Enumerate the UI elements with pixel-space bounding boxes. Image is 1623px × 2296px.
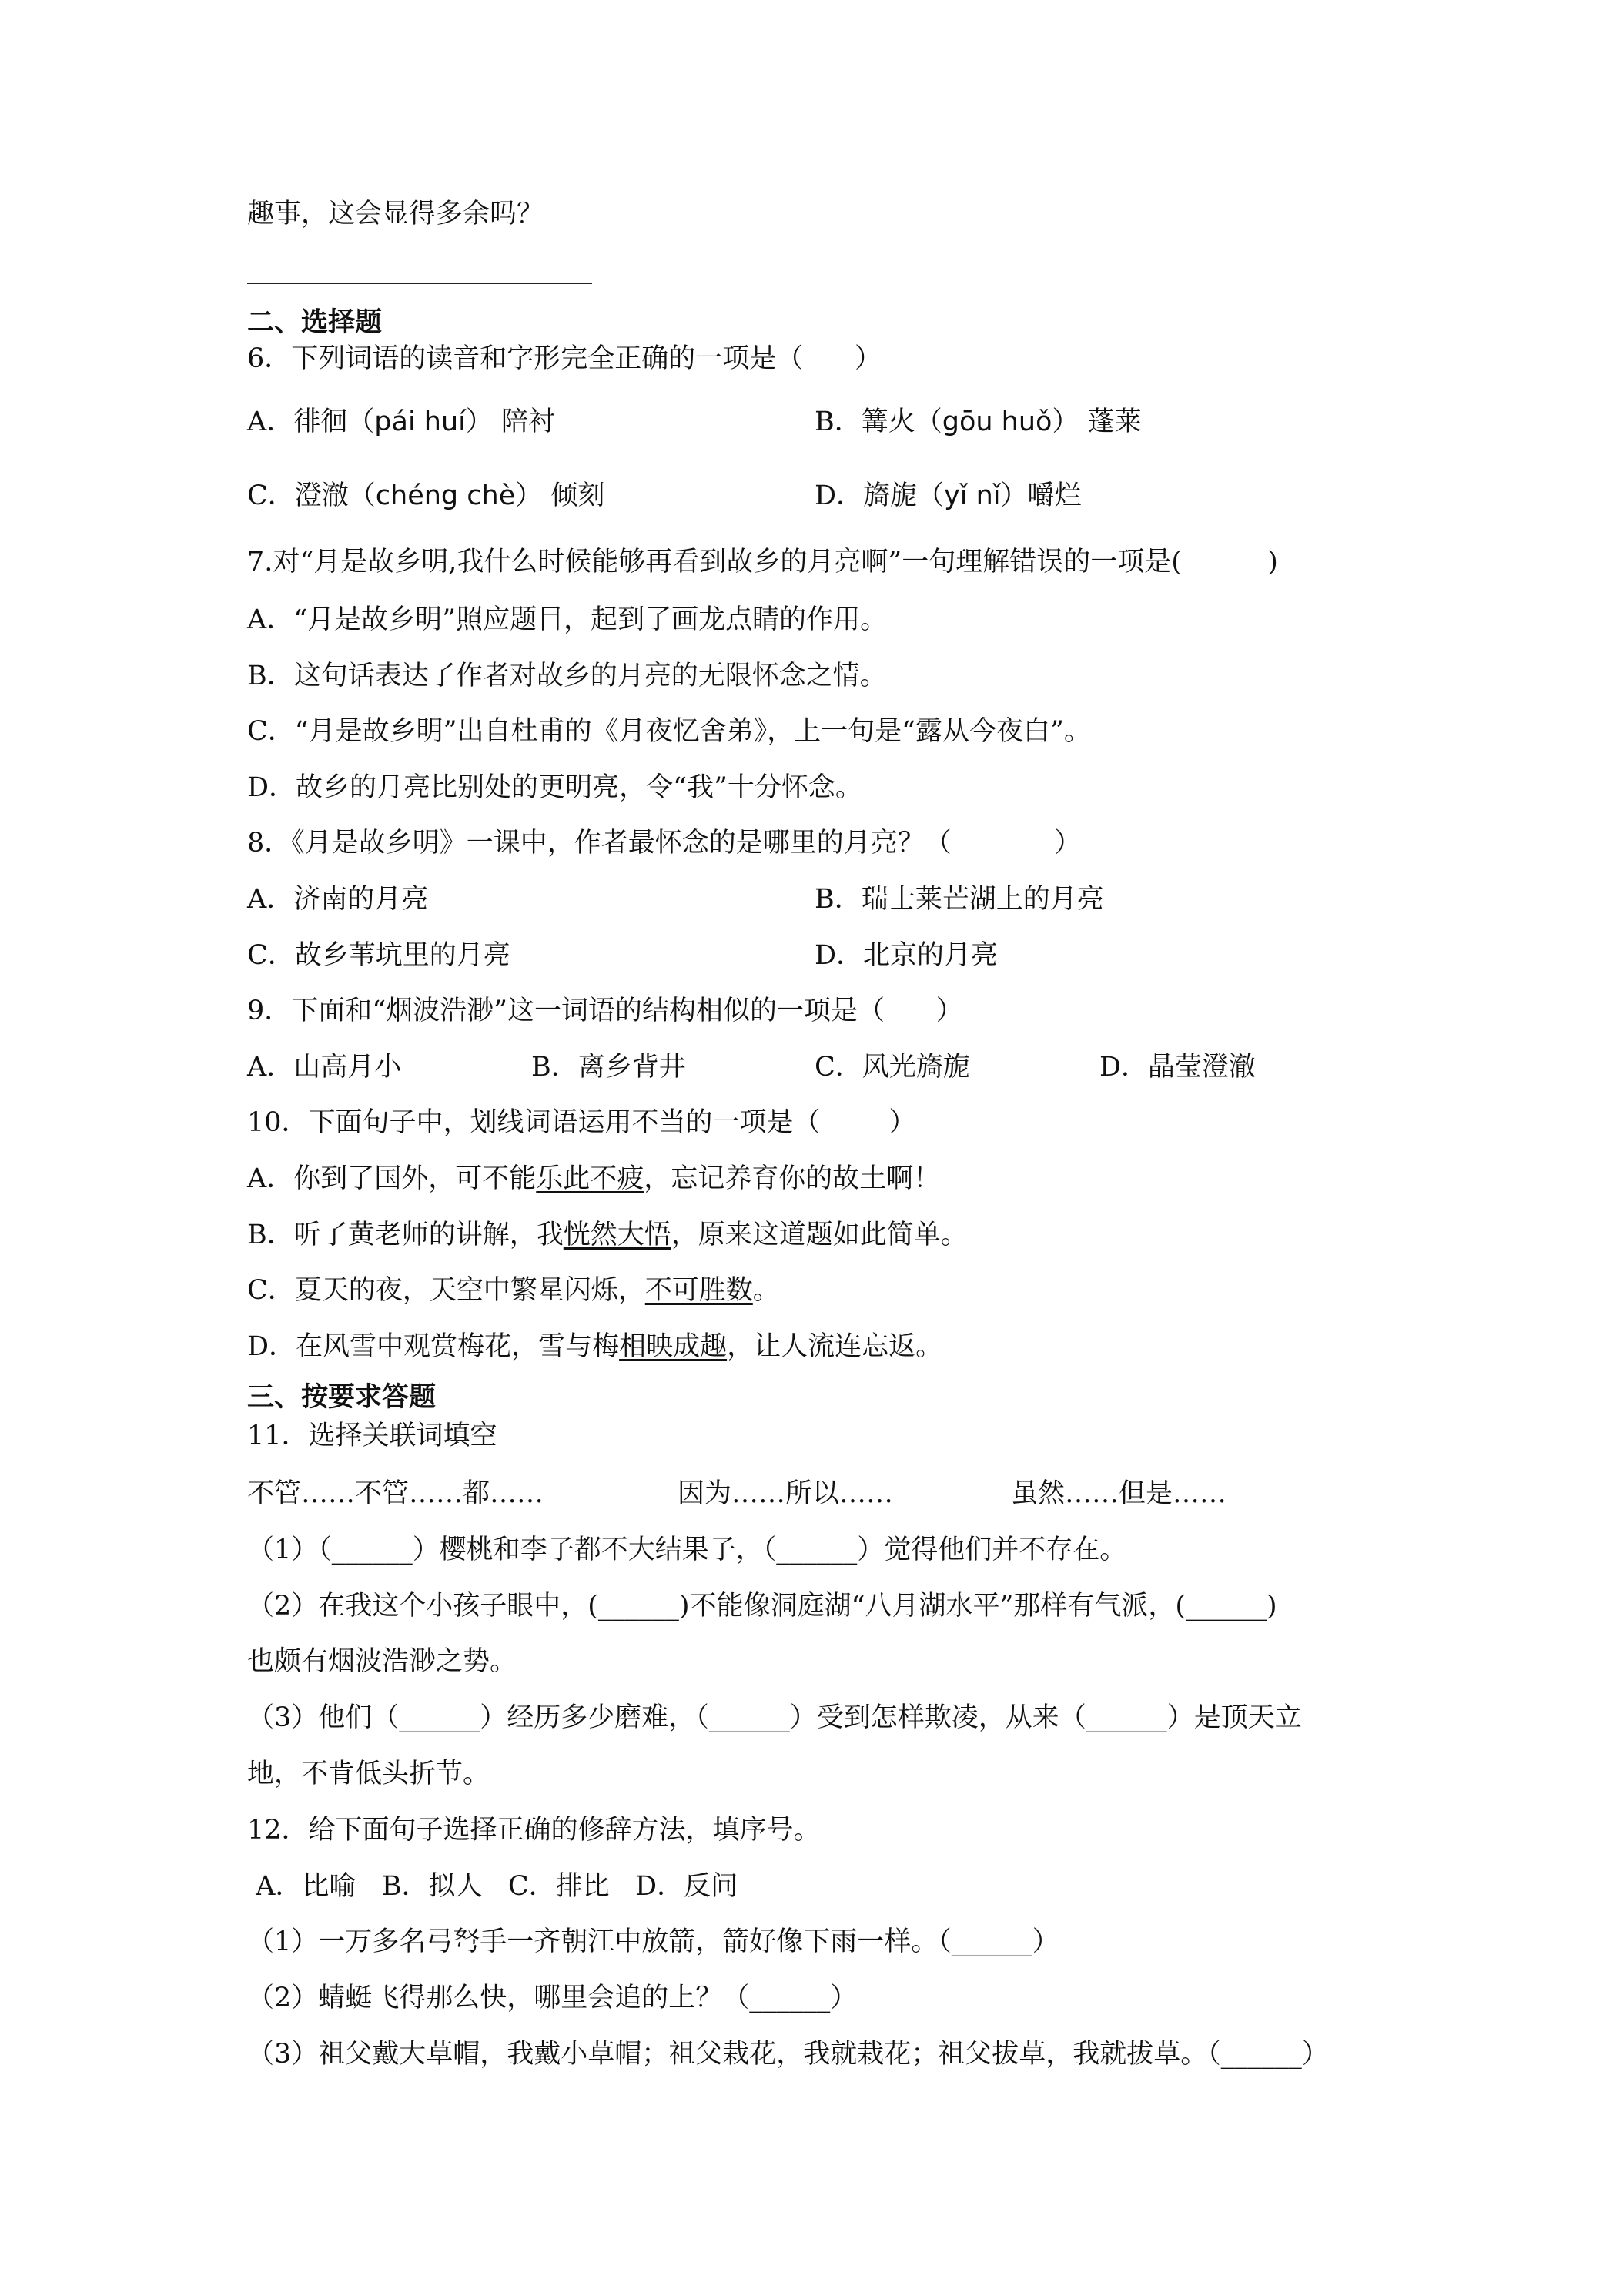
q10-stem: 10．下面句子中，划线词语运用不当的一项是（ ） bbox=[247, 1107, 916, 1138]
q11-conjunction-1: 不管……不管……都…… bbox=[247, 1478, 544, 1509]
q11-conjunction-2: 因为……所以…… bbox=[678, 1478, 894, 1509]
q11-sentence-2a: （2）在我这个小孩子眼中，(______)不能像洞庭湖“八月湖水平”那样有气派，(______) bbox=[247, 1591, 1277, 1622]
q10-option-a: A．你到了国外，可不能乐此不疲，忘记养育你的故土啊！ bbox=[247, 1163, 941, 1194]
q12-sentence-2: （2）蜻蜓飞得那么快，哪里会追的上？（______） bbox=[247, 1983, 858, 2013]
q6-option-c: C．澄澈（chéng chè） 倾刻 bbox=[247, 480, 605, 511]
q10-option-b: B．听了黄老师的讲解，我恍然大悟，原来这道题如此简单。 bbox=[247, 1220, 968, 1250]
q6-option-d: D．旖旎（yǐ nǐ）嚼烂 bbox=[815, 480, 1082, 511]
q11-sentence-1: （1）（______）樱桃和李子都不大结果子，（______）觉得他们并不存在。 bbox=[247, 1535, 1127, 1565]
q6-option-b: B．篝火（gōu huǒ） 蓬莱 bbox=[815, 407, 1142, 437]
q8-option-d: D．北京的月亮 bbox=[815, 940, 999, 971]
q7-option-a: A．“月是故乡明”照应题目，起到了画龙点睛的作用。 bbox=[247, 604, 888, 635]
q11-stem: 11．选择关联词填空 bbox=[247, 1421, 497, 1451]
section-3-title: 三、按要求答题 bbox=[247, 1381, 437, 1413]
q12-stem: 12．给下面句子选择正确的修辞方法，填序号。 bbox=[247, 1815, 821, 1846]
q11-sentence-3b: 地，不肯低头折节。 bbox=[247, 1759, 490, 1789]
q8-option-b: B．瑞士莱芒湖上的月亮 bbox=[815, 884, 1104, 915]
q9-option-a: A．山高月小 bbox=[247, 1052, 402, 1083]
q10-a-underlined: 乐此不疲 bbox=[536, 1163, 644, 1194]
section-2-title: 二、选择题 bbox=[247, 306, 383, 338]
q8-stem: 8．《月是故乡明》一课中，作者最怀念的是哪里的月亮？（ ） bbox=[247, 828, 1082, 858]
q7-option-c: C．“月是故乡明”出自杜甫的《月夜忆舍弟》，上一句是“露从今夜白”。 bbox=[247, 716, 1091, 747]
answer-line bbox=[247, 283, 592, 284]
q9-stem: 9．下面和“烟波浩渺”这一词语的结构相似的一项是（ ） bbox=[247, 996, 963, 1026]
q12-sentence-3: （3）祖父戴大草帽，我戴小草帽；祖父栽花，我就栽花；祖父拔草，我就拔草。（______） bbox=[247, 2039, 1329, 2070]
q6-stem: 6．下列词语的读音和字形完全正确的一项是（ ） bbox=[247, 343, 882, 374]
q9-option-d: D．晶莹澄澈 bbox=[1099, 1052, 1257, 1083]
q12-sentence-1: （1）一万多名弓弩手一齐朝江中放箭，箭好像下雨一样。（______） bbox=[247, 1926, 1059, 1957]
intro-tail: 趣事，这会显得多余吗？ bbox=[247, 199, 544, 229]
q10-c-underlined: 不可胜数 bbox=[644, 1275, 753, 1306]
q10-option-d: D．在风雪中观赏梅花，雪与梅相映成趣，让人流连忘返。 bbox=[247, 1331, 943, 1362]
q9-option-b: B．离乡背井 bbox=[531, 1052, 686, 1083]
q7-stem: 7.对“月是故乡明,我什么时候能够再看到故乡的月亮啊”一句理解错误的一项是( ) bbox=[247, 547, 1278, 577]
q11-sentence-2b: 也颇有烟波浩渺之势。 bbox=[247, 1646, 517, 1677]
q11-conjunction-3: 虽然……但是…… bbox=[1011, 1478, 1227, 1509]
q11-sentence-3a: （3）他们（______）经历多少磨难，（______）受到怎样欺凌，从来（______）是顶天立 bbox=[247, 1702, 1302, 1733]
q10-d-underlined: 相映成趣 bbox=[619, 1331, 728, 1362]
q7-option-b: B．这句话表达了作者对故乡的月亮的无限怀念之情。 bbox=[247, 661, 887, 691]
q8-option-c: C．故乡苇坑里的月亮 bbox=[247, 940, 510, 971]
q8-option-a: A．济南的月亮 bbox=[247, 884, 429, 915]
q10-b-underlined: 恍然大悟 bbox=[563, 1220, 671, 1250]
q6-option-a: A．徘徊（pái huí） 陪衬 bbox=[247, 407, 556, 437]
q7-option-d: D．故乡的月亮比别处的更明亮，令“我”十分怀念。 bbox=[247, 772, 862, 803]
q10-option-c: C．夏天的夜，天空中繁星闪烁，不可胜数。 bbox=[247, 1275, 780, 1306]
q12-options: A．比喻 B．拟人 C．排比 D．反问 bbox=[247, 1871, 738, 1902]
q9-option-c: C．风光旖旎 bbox=[815, 1052, 970, 1083]
